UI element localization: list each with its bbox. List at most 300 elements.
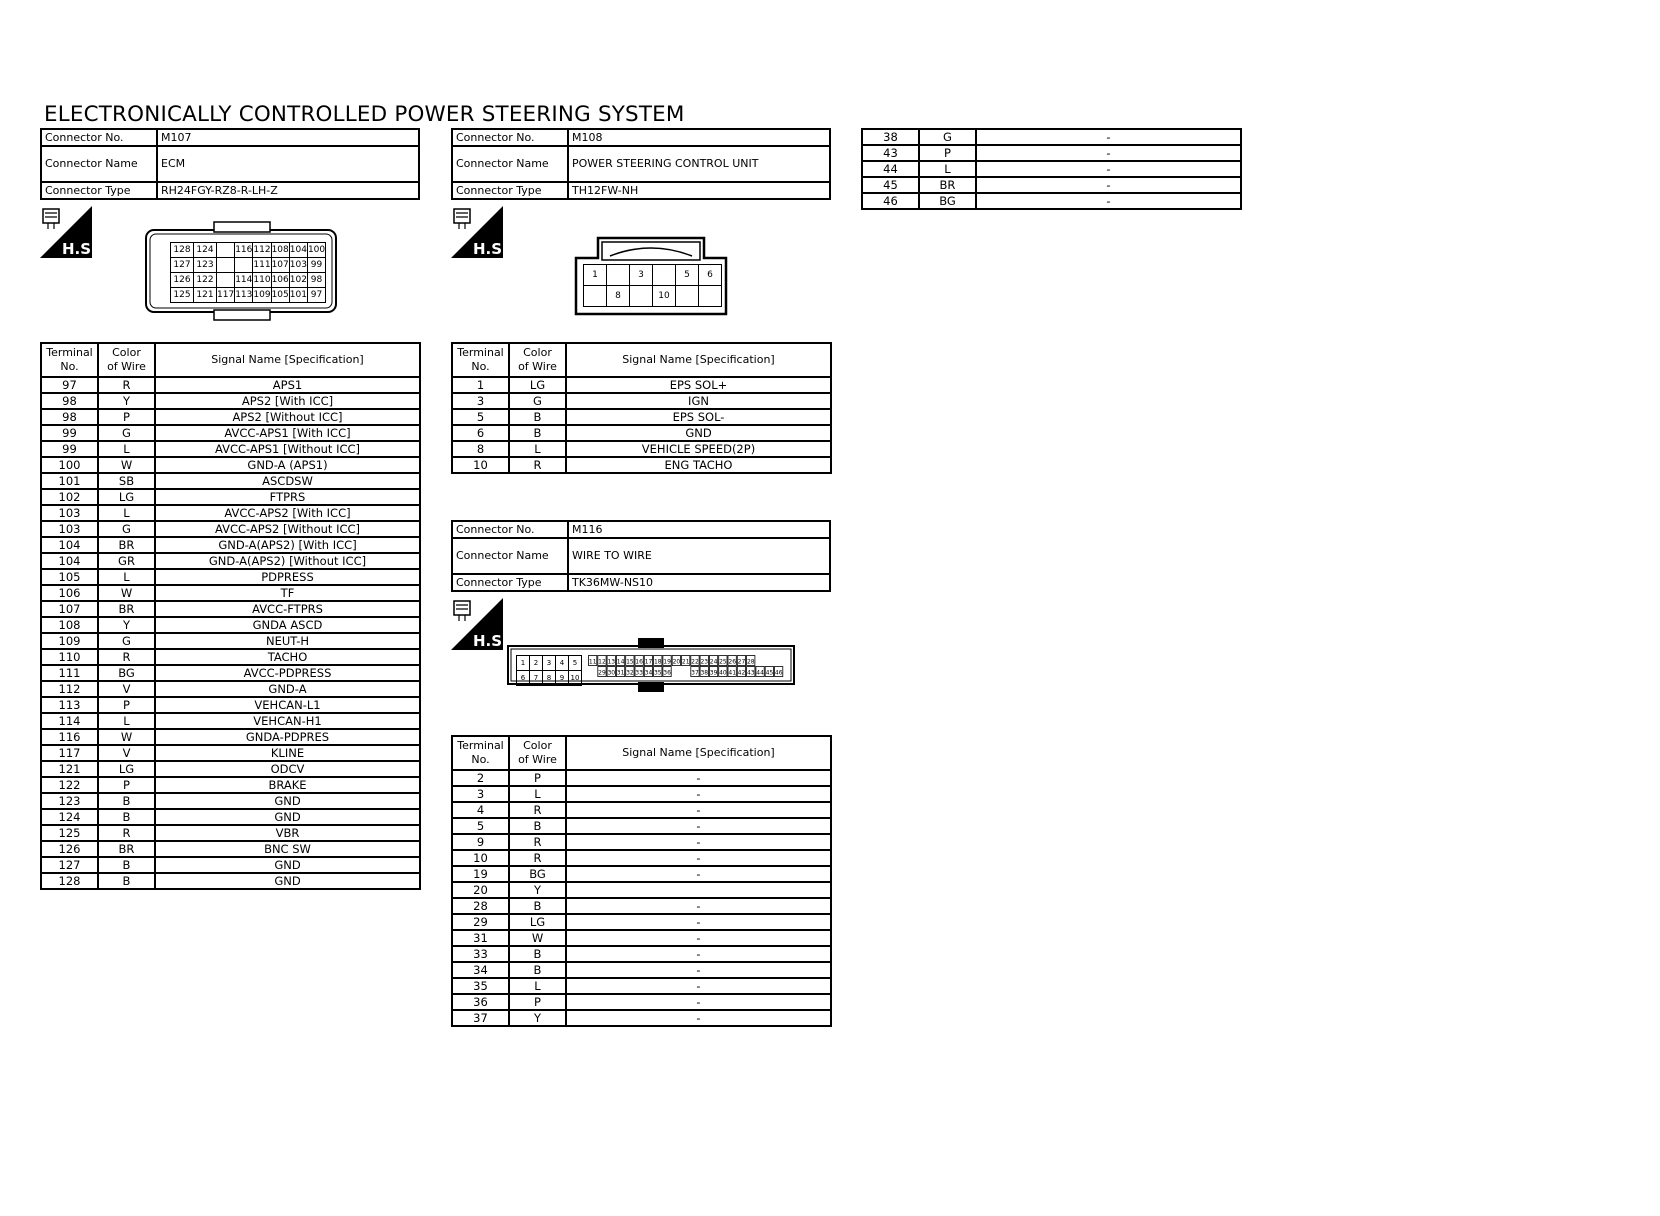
connector-info-m108	[451, 128, 831, 200]
terminal-row	[452, 962, 831, 978]
terminal-row	[41, 857, 420, 873]
terminal-no-cell: 99	[41, 425, 98, 441]
signal-name-cell: BNC SW	[155, 841, 420, 857]
pin-cell	[737, 667, 745, 677]
wire-color-cell: G	[509, 393, 566, 409]
terminal-no-header: Terminal No.	[452, 343, 509, 377]
pin-cell: 3	[543, 656, 556, 671]
pin-cell	[217, 258, 235, 273]
svg-text:36: 36	[663, 669, 671, 677]
signal-name-cell: APS2 [With ICC]	[155, 393, 420, 409]
pin-cell	[644, 667, 652, 677]
pin-cell: 10	[569, 671, 582, 686]
pin-cell: 107	[271, 258, 289, 273]
pin-cell	[756, 667, 764, 677]
hs-badge-icon	[451, 598, 508, 650]
terminal-row	[862, 129, 1241, 145]
pin-cell: 5	[676, 265, 699, 286]
connector-no-value: M116	[568, 521, 830, 538]
signal-name-cell: -	[566, 914, 831, 930]
terminal-no-cell: 10	[452, 457, 509, 473]
signal-name-cell: GND-A	[155, 681, 420, 697]
wire-color-cell: R	[509, 834, 566, 850]
signal-name-cell: AVCC-APS2 [With ICC]	[155, 505, 420, 521]
svg-text:44: 44	[756, 669, 764, 677]
pin-cell	[775, 667, 783, 677]
terminal-row	[452, 377, 831, 393]
terminal-no-cell: 34	[452, 962, 509, 978]
terminal-row	[452, 978, 831, 994]
signal-name-cell: GND-A(APS2) [With ICC]	[155, 537, 420, 553]
signal-name-cell: -	[566, 802, 831, 818]
signal-name-cell: GND-A (APS1)	[155, 457, 420, 473]
terminal-no-cell: 116	[41, 729, 98, 745]
connector-name-label: Connector Name	[452, 538, 568, 574]
pin-cell	[672, 656, 680, 666]
wire-color-cell: B	[509, 818, 566, 834]
terminal-row	[452, 930, 831, 946]
pin-cell: 3	[630, 265, 653, 286]
wire-color-cell: B	[98, 873, 155, 889]
wire-color-cell: LG	[98, 489, 155, 505]
terminal-row	[452, 914, 831, 930]
terminal-no-cell: 28	[452, 898, 509, 914]
wire-color-cell: L	[509, 978, 566, 994]
terminal-row	[452, 441, 831, 457]
svg-text:23: 23	[700, 658, 709, 666]
connector-name-value: POWER STEERING CONTROL UNIT	[568, 146, 830, 182]
terminal-no-cell: 9	[452, 834, 509, 850]
svg-text:13: 13	[607, 658, 616, 666]
pin-cell: 1	[584, 265, 607, 286]
pin-cell: 123	[194, 258, 217, 273]
svg-text:45: 45	[765, 669, 774, 677]
connector-no-value: M108	[568, 129, 830, 146]
pin-cell	[626, 656, 634, 666]
terminal-no-cell: 20	[452, 882, 509, 898]
terminal-no-cell: 104	[41, 537, 98, 553]
terminal-no-cell: 123	[41, 793, 98, 809]
terminal-row	[452, 866, 831, 882]
signal-name-header: Signal Name [Specification]	[155, 343, 420, 377]
terminal-row	[41, 841, 420, 857]
wire-color-cell: L	[98, 569, 155, 585]
svg-text:46: 46	[774, 669, 783, 677]
signal-name-cell: ODCV	[155, 761, 420, 777]
pin-cell	[589, 656, 597, 666]
wire-color-cell: BG	[509, 866, 566, 882]
connector-type-value: RH24FGY-RZ8-R-LH-Z	[157, 182, 419, 199]
signal-name-cell: VBR	[155, 825, 420, 841]
pin-cell: 1	[517, 656, 530, 671]
pin-cell	[626, 667, 634, 677]
svg-text:28: 28	[746, 658, 755, 666]
pin-cell: 106	[271, 273, 289, 288]
signal-name-cell: GNDA ASCD	[155, 617, 420, 633]
signal-name-cell: GND	[566, 425, 831, 441]
wire-color-cell: LG	[509, 914, 566, 930]
svg-text:42: 42	[737, 669, 746, 677]
terminal-table-m116-continued	[861, 128, 1242, 210]
wire-color-cell: LG	[509, 377, 566, 393]
pin-cell	[728, 667, 736, 677]
svg-text:31: 31	[616, 669, 625, 677]
terminal-row	[452, 393, 831, 409]
terminal-no-cell: 38	[862, 129, 919, 145]
signal-name-cell: AVCC-PDPRESS	[155, 665, 420, 681]
signal-name-cell: -	[976, 193, 1241, 209]
pin-cell: 4	[556, 656, 569, 671]
svg-text:17: 17	[644, 658, 653, 666]
hs-mark-text: H.S.	[62, 240, 97, 258]
terminal-no-cell: 35	[452, 978, 509, 994]
wire-color-cell: P	[509, 770, 566, 786]
terminal-no-cell: 43	[862, 145, 919, 161]
terminal-no-cell: 6	[452, 425, 509, 441]
signal-name-cell: PDPRESS	[155, 569, 420, 585]
pin-cell	[709, 667, 717, 677]
wire-color-cell: R	[509, 457, 566, 473]
pin-cell: 105	[271, 288, 289, 303]
pin-cell	[644, 656, 652, 666]
wire-color-cell: B	[98, 857, 155, 873]
pin-cell	[663, 656, 671, 666]
signal-name-cell: APS2 [Without ICC]	[155, 409, 420, 425]
signal-name-cell: -	[566, 1010, 831, 1026]
pin-cell: 97	[307, 288, 325, 303]
signal-name-cell: AVCC-APS1 [Without ICC]	[155, 441, 420, 457]
wire-color-cell: P	[98, 409, 155, 425]
svg-text:18: 18	[653, 658, 662, 666]
signal-name-cell: GND	[155, 873, 420, 889]
pin-cell: 111	[253, 258, 271, 273]
connector-no-label: Connector No.	[452, 129, 568, 146]
pin-cell	[217, 273, 235, 288]
terminal-row	[41, 649, 420, 665]
pin-cell	[676, 286, 699, 307]
terminal-no-cell: 33	[452, 946, 509, 962]
wire-color-cell: B	[509, 409, 566, 425]
pin-cell	[589, 667, 597, 677]
terminal-row	[452, 994, 831, 1010]
pin-cell: 117	[217, 288, 235, 303]
terminal-row	[452, 834, 831, 850]
wire-color-cell: Y	[509, 1010, 566, 1026]
connector-name-label: Connector Name	[452, 146, 568, 182]
terminal-no-cell: 114	[41, 713, 98, 729]
terminal-row	[41, 521, 420, 537]
terminal-row	[41, 745, 420, 761]
terminal-no-cell: 45	[862, 177, 919, 193]
wire-color-cell: P	[98, 777, 155, 793]
pin-cell: 7	[530, 671, 543, 686]
pin-cell	[700, 667, 708, 677]
terminal-no-cell: 128	[41, 873, 98, 889]
signal-name-cell: AVCC-FTPRS	[155, 601, 420, 617]
terminal-no-cell: 2	[452, 770, 509, 786]
pin-cell	[635, 656, 643, 666]
signal-name-cell: -	[566, 978, 831, 994]
signal-name-cell: -	[566, 850, 831, 866]
terminal-row	[41, 505, 420, 521]
terminal-row	[452, 1010, 831, 1026]
wire-color-cell: BG	[98, 665, 155, 681]
terminal-row	[862, 193, 1241, 209]
pin-cell: 126	[171, 273, 194, 288]
terminal-no-cell: 19	[452, 866, 509, 882]
terminal-row	[41, 537, 420, 553]
svg-text:35: 35	[653, 669, 662, 677]
pin-cell	[728, 656, 736, 666]
wire-color-cell: LG	[98, 761, 155, 777]
signal-name-cell: ENG TACHO	[566, 457, 831, 473]
terminal-no-cell: 100	[41, 457, 98, 473]
svg-text:27: 27	[737, 658, 746, 666]
svg-text:11: 11	[588, 658, 597, 666]
terminal-row	[41, 585, 420, 601]
signal-name-header: Signal Name [Specification]	[566, 343, 831, 377]
svg-text:38: 38	[700, 669, 709, 677]
svg-text:19: 19	[663, 658, 671, 666]
signal-name-cell: NEUT-H	[155, 633, 420, 649]
pin-cell: 98	[307, 273, 325, 288]
svg-text:33: 33	[635, 669, 643, 677]
wire-color-cell: SB	[98, 473, 155, 489]
pin-cell	[700, 656, 708, 666]
pin-grid-m116-right	[588, 655, 784, 679]
terminal-row	[41, 729, 420, 745]
wire-color-cell: R	[98, 377, 155, 393]
signal-name-cell: GND	[155, 793, 420, 809]
connector-name-label: Connector Name	[41, 146, 157, 182]
wire-color-cell: P	[509, 994, 566, 1010]
terminal-row	[452, 802, 831, 818]
wire-color-cell: L	[98, 505, 155, 521]
svg-text:21: 21	[681, 658, 690, 666]
signal-name-cell: -	[566, 786, 831, 802]
pin-cell: 125	[171, 288, 194, 303]
signal-name-cell: IGN	[566, 393, 831, 409]
connector-name-value: WIRE TO WIRE	[568, 538, 830, 574]
wire-color-cell: BR	[98, 841, 155, 857]
terminal-no-cell: 112	[41, 681, 98, 697]
pin-cell: 10	[653, 286, 676, 307]
terminal-row	[41, 809, 420, 825]
wire-color-cell: R	[509, 850, 566, 866]
signal-name-cell: VEHICLE SPEED(2P)	[566, 441, 831, 457]
signal-name-cell: -	[566, 818, 831, 834]
terminal-no-cell: 98	[41, 409, 98, 425]
terminal-row	[41, 409, 420, 425]
svg-text:30: 30	[607, 669, 616, 677]
wire-color-cell: R	[98, 825, 155, 841]
pin-cell: 121	[194, 288, 217, 303]
wire-color-cell: BR	[919, 177, 976, 193]
terminal-row	[41, 617, 420, 633]
signal-name-cell	[566, 882, 831, 898]
terminal-no-cell: 113	[41, 697, 98, 713]
terminal-row	[41, 761, 420, 777]
pin-cell	[217, 243, 235, 258]
pin-cell: 101	[289, 288, 307, 303]
wire-color-cell: L	[98, 441, 155, 457]
terminal-row	[41, 601, 420, 617]
wire-color-cell: L	[509, 786, 566, 802]
pin-cell: 104	[289, 243, 307, 258]
terminal-row	[41, 425, 420, 441]
wire-color-cell: BR	[98, 601, 155, 617]
pin-cell: 113	[235, 288, 253, 303]
wire-color-header: Color of Wire	[509, 736, 566, 770]
signal-name-cell: -	[566, 866, 831, 882]
wire-color-cell: V	[98, 745, 155, 761]
svg-text:12: 12	[598, 658, 606, 666]
terminal-no-cell: 1	[452, 377, 509, 393]
pin-cell: 2	[530, 656, 543, 671]
pin-cell	[607, 265, 630, 286]
wire-color-cell: W	[98, 457, 155, 473]
terminal-row	[41, 713, 420, 729]
svg-text:15: 15	[626, 658, 634, 666]
terminal-row	[862, 177, 1241, 193]
terminal-no-cell: 122	[41, 777, 98, 793]
signal-name-cell: -	[566, 962, 831, 978]
pin-cell	[765, 667, 773, 677]
svg-text:14: 14	[616, 658, 625, 666]
wire-color-cell: G	[98, 521, 155, 537]
terminal-no-cell: 29	[452, 914, 509, 930]
terminal-row	[452, 850, 831, 866]
terminal-row	[452, 882, 831, 898]
hs-mark-text: H.S.	[473, 632, 508, 650]
terminal-no-cell: 98	[41, 393, 98, 409]
pin-cell	[654, 656, 662, 666]
terminal-no-cell: 103	[41, 521, 98, 537]
terminal-no-cell: 97	[41, 377, 98, 393]
terminal-no-cell: 102	[41, 489, 98, 505]
signal-name-cell: AVCC-APS2 [Without ICC]	[155, 521, 420, 537]
svg-text:41: 41	[728, 669, 737, 677]
signal-name-cell: -	[566, 930, 831, 946]
signal-name-cell: AVCC-APS1 [With ICC]	[155, 425, 420, 441]
signal-name-cell: -	[566, 770, 831, 786]
terminal-no-cell: 36	[452, 994, 509, 1010]
terminal-no-header: Terminal No.	[41, 343, 98, 377]
wire-color-cell: W	[98, 729, 155, 745]
terminal-row	[41, 489, 420, 505]
pin-cell	[719, 656, 727, 666]
terminal-no-cell: 124	[41, 809, 98, 825]
terminal-row	[41, 553, 420, 569]
terminal-no-cell: 103	[41, 505, 98, 521]
signal-name-cell: -	[566, 898, 831, 914]
connector-info-m116	[451, 520, 831, 592]
wire-color-cell: BR	[98, 537, 155, 553]
terminal-no-cell: 111	[41, 665, 98, 681]
pin-cell: 109	[253, 288, 271, 303]
svg-text:24: 24	[709, 658, 718, 666]
signal-name-cell: GND-A(APS2) [Without ICC]	[155, 553, 420, 569]
connector-name-value: ECM	[157, 146, 419, 182]
signal-name-cell: GND	[155, 809, 420, 825]
signal-name-cell: -	[976, 129, 1241, 145]
wire-color-cell: Y	[98, 617, 155, 633]
svg-text:26: 26	[728, 658, 737, 666]
pin-cell: 9	[556, 671, 569, 686]
signal-name-cell: -	[976, 177, 1241, 193]
wire-color-cell: L	[509, 441, 566, 457]
page-title: ELECTRONICALLY CONTROLLED POWER STEERING SYSTEM	[44, 102, 685, 126]
wire-color-cell: W	[509, 930, 566, 946]
pin-cell: 6	[699, 265, 722, 286]
terminal-no-cell: 37	[452, 1010, 509, 1026]
hs-mark-text: H.S.	[473, 240, 508, 258]
terminal-row	[41, 393, 420, 409]
signal-name-cell: -	[566, 834, 831, 850]
terminal-row	[41, 681, 420, 697]
terminal-table-m116	[451, 735, 832, 1027]
pin-cell: 110	[253, 273, 271, 288]
pin-cell: 124	[194, 243, 217, 258]
terminal-row	[452, 898, 831, 914]
wire-color-cell: G	[98, 425, 155, 441]
terminal-no-cell: 3	[452, 393, 509, 409]
pin-cell	[663, 667, 671, 677]
terminal-no-cell: 5	[452, 818, 509, 834]
terminal-row	[862, 145, 1241, 161]
terminal-row	[41, 441, 420, 457]
pin-cell: 112	[253, 243, 271, 258]
terminal-no-cell: 8	[452, 441, 509, 457]
signal-name-cell: FTPRS	[155, 489, 420, 505]
signal-name-cell: GND	[155, 857, 420, 873]
pin-cell	[747, 656, 755, 666]
pin-grid-m107	[170, 242, 326, 303]
terminal-no-cell: 109	[41, 633, 98, 649]
signal-name-cell: VEHCAN-H1	[155, 713, 420, 729]
connector-type-value: TK36MW-NS10	[568, 574, 830, 591]
svg-text:40: 40	[719, 669, 727, 677]
terminal-row	[862, 161, 1241, 177]
connector-no-label: Connector No.	[41, 129, 157, 146]
pin-cell: 127	[171, 258, 194, 273]
pin-grid-m108	[583, 264, 722, 307]
wire-color-cell: L	[919, 161, 976, 177]
pin-cell: 100	[307, 243, 325, 258]
connector-type-label: Connector Type	[41, 182, 157, 199]
svg-text:32: 32	[626, 669, 634, 677]
terminal-row	[41, 665, 420, 681]
pin-cell: 103	[289, 258, 307, 273]
terminal-no-cell: 106	[41, 585, 98, 601]
wire-color-cell: BG	[919, 193, 976, 209]
pin-cell	[235, 258, 253, 273]
terminal-no-cell: 46	[862, 193, 919, 209]
terminal-no-cell: 44	[862, 161, 919, 177]
pin-cell	[709, 656, 717, 666]
pin-cell	[719, 667, 727, 677]
terminal-no-cell: 117	[41, 745, 98, 761]
wire-color-cell: G	[919, 129, 976, 145]
wire-color-cell: B	[98, 793, 155, 809]
wire-color-cell: V	[98, 681, 155, 697]
wire-color-cell: L	[98, 713, 155, 729]
signal-name-cell: -	[976, 145, 1241, 161]
signal-name-cell: VEHCAN-L1	[155, 697, 420, 713]
svg-text:20: 20	[672, 658, 681, 666]
signal-name-header: Signal Name [Specification]	[566, 736, 831, 770]
terminal-no-cell: 110	[41, 649, 98, 665]
